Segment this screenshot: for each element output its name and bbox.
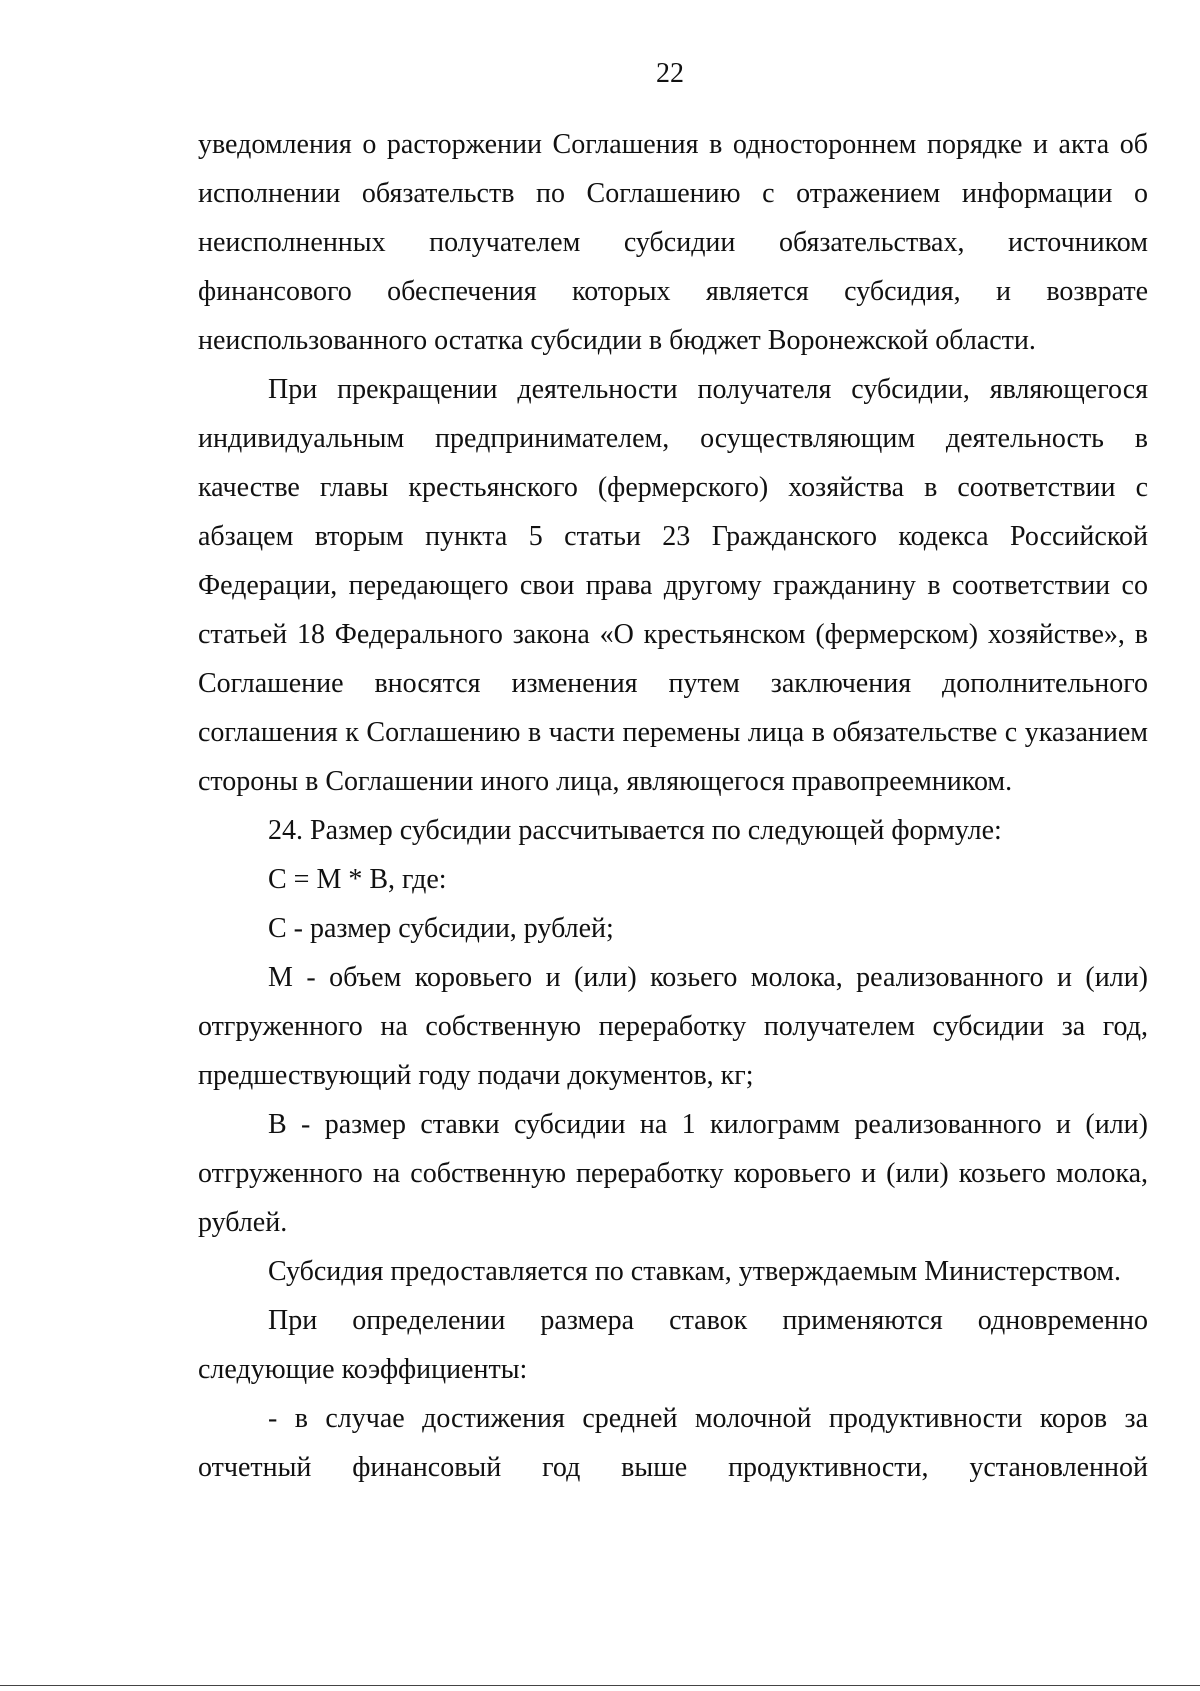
paragraph-formula: С = М * В, где: [268, 864, 447, 895]
paragraph-formula-m: М - объем коровьего и (или) козьего молока, реализованного и (или) отгруженного на собственную переработку получателем субсидии за год, предшествующий году подачи документов, кг; [198, 962, 1148, 1091]
document-body [198, 120, 1148, 1492]
bottom-rule [0, 1685, 1200, 1686]
paragraph-subsidy-formula-intro: 24. Размер субсидии рассчитывается по следующей формуле: [268, 815, 1002, 846]
paragraph-entrepreneur-termination: При прекращении деятельности получателя субсидии, являющегося индивидуальным предпринимателем, осуществляющим деятельность в качестве главы крестьянского (фермерского) хозяйства в соответствии с абзацем вторым пункта 5 статьи 23 Гражданского кодекса Российской Федерации, передающего свои права другому гражданину в соответствии со статьей 18 Федерального закона «О крестьянском (фермерском) хозяйстве», в Соглашение вносятся изменения путем заключения дополнительного соглашения к Соглашению в части перемены лица в обязательстве с указанием стороны в Соглашении иного лица, являющегося правопреемником. [198, 374, 1148, 797]
paragraph-formula-c: С - размер субсидии, рублей; [268, 913, 614, 944]
paragraph-termination-notice: уведомления о расторжении Соглашения в одностороннем порядке и акта об исполнении обязательств по Соглашению с отражением информации о неисполненных получателем субсидии обязательствах, источником финансового обеспечения которых является субсидия, и возврате неиспользованного остатка субсидии в бюджет Воронежской области. [198, 129, 1148, 356]
paragraph-rates: Субсидия предоставляется по ставкам, утверждаемым Министерством. [268, 1256, 1122, 1287]
paragraph-productivity-case: - в случае достижения средней молочной продуктивности коров за отчетный финансовый год выше продуктивности, установленной [198, 1403, 1148, 1483]
paragraph-coefficients: При определении размера ставок применяются одновременно следующие коэффициенты: [198, 1305, 1148, 1385]
paragraph-formula-b: В - размер ставки субсидии на 1 килограмм реализованного и (или) отгруженного на собственную переработку коровьего и (или) козьего молока, рублей. [198, 1109, 1148, 1238]
page-number: 22 [656, 58, 684, 89]
